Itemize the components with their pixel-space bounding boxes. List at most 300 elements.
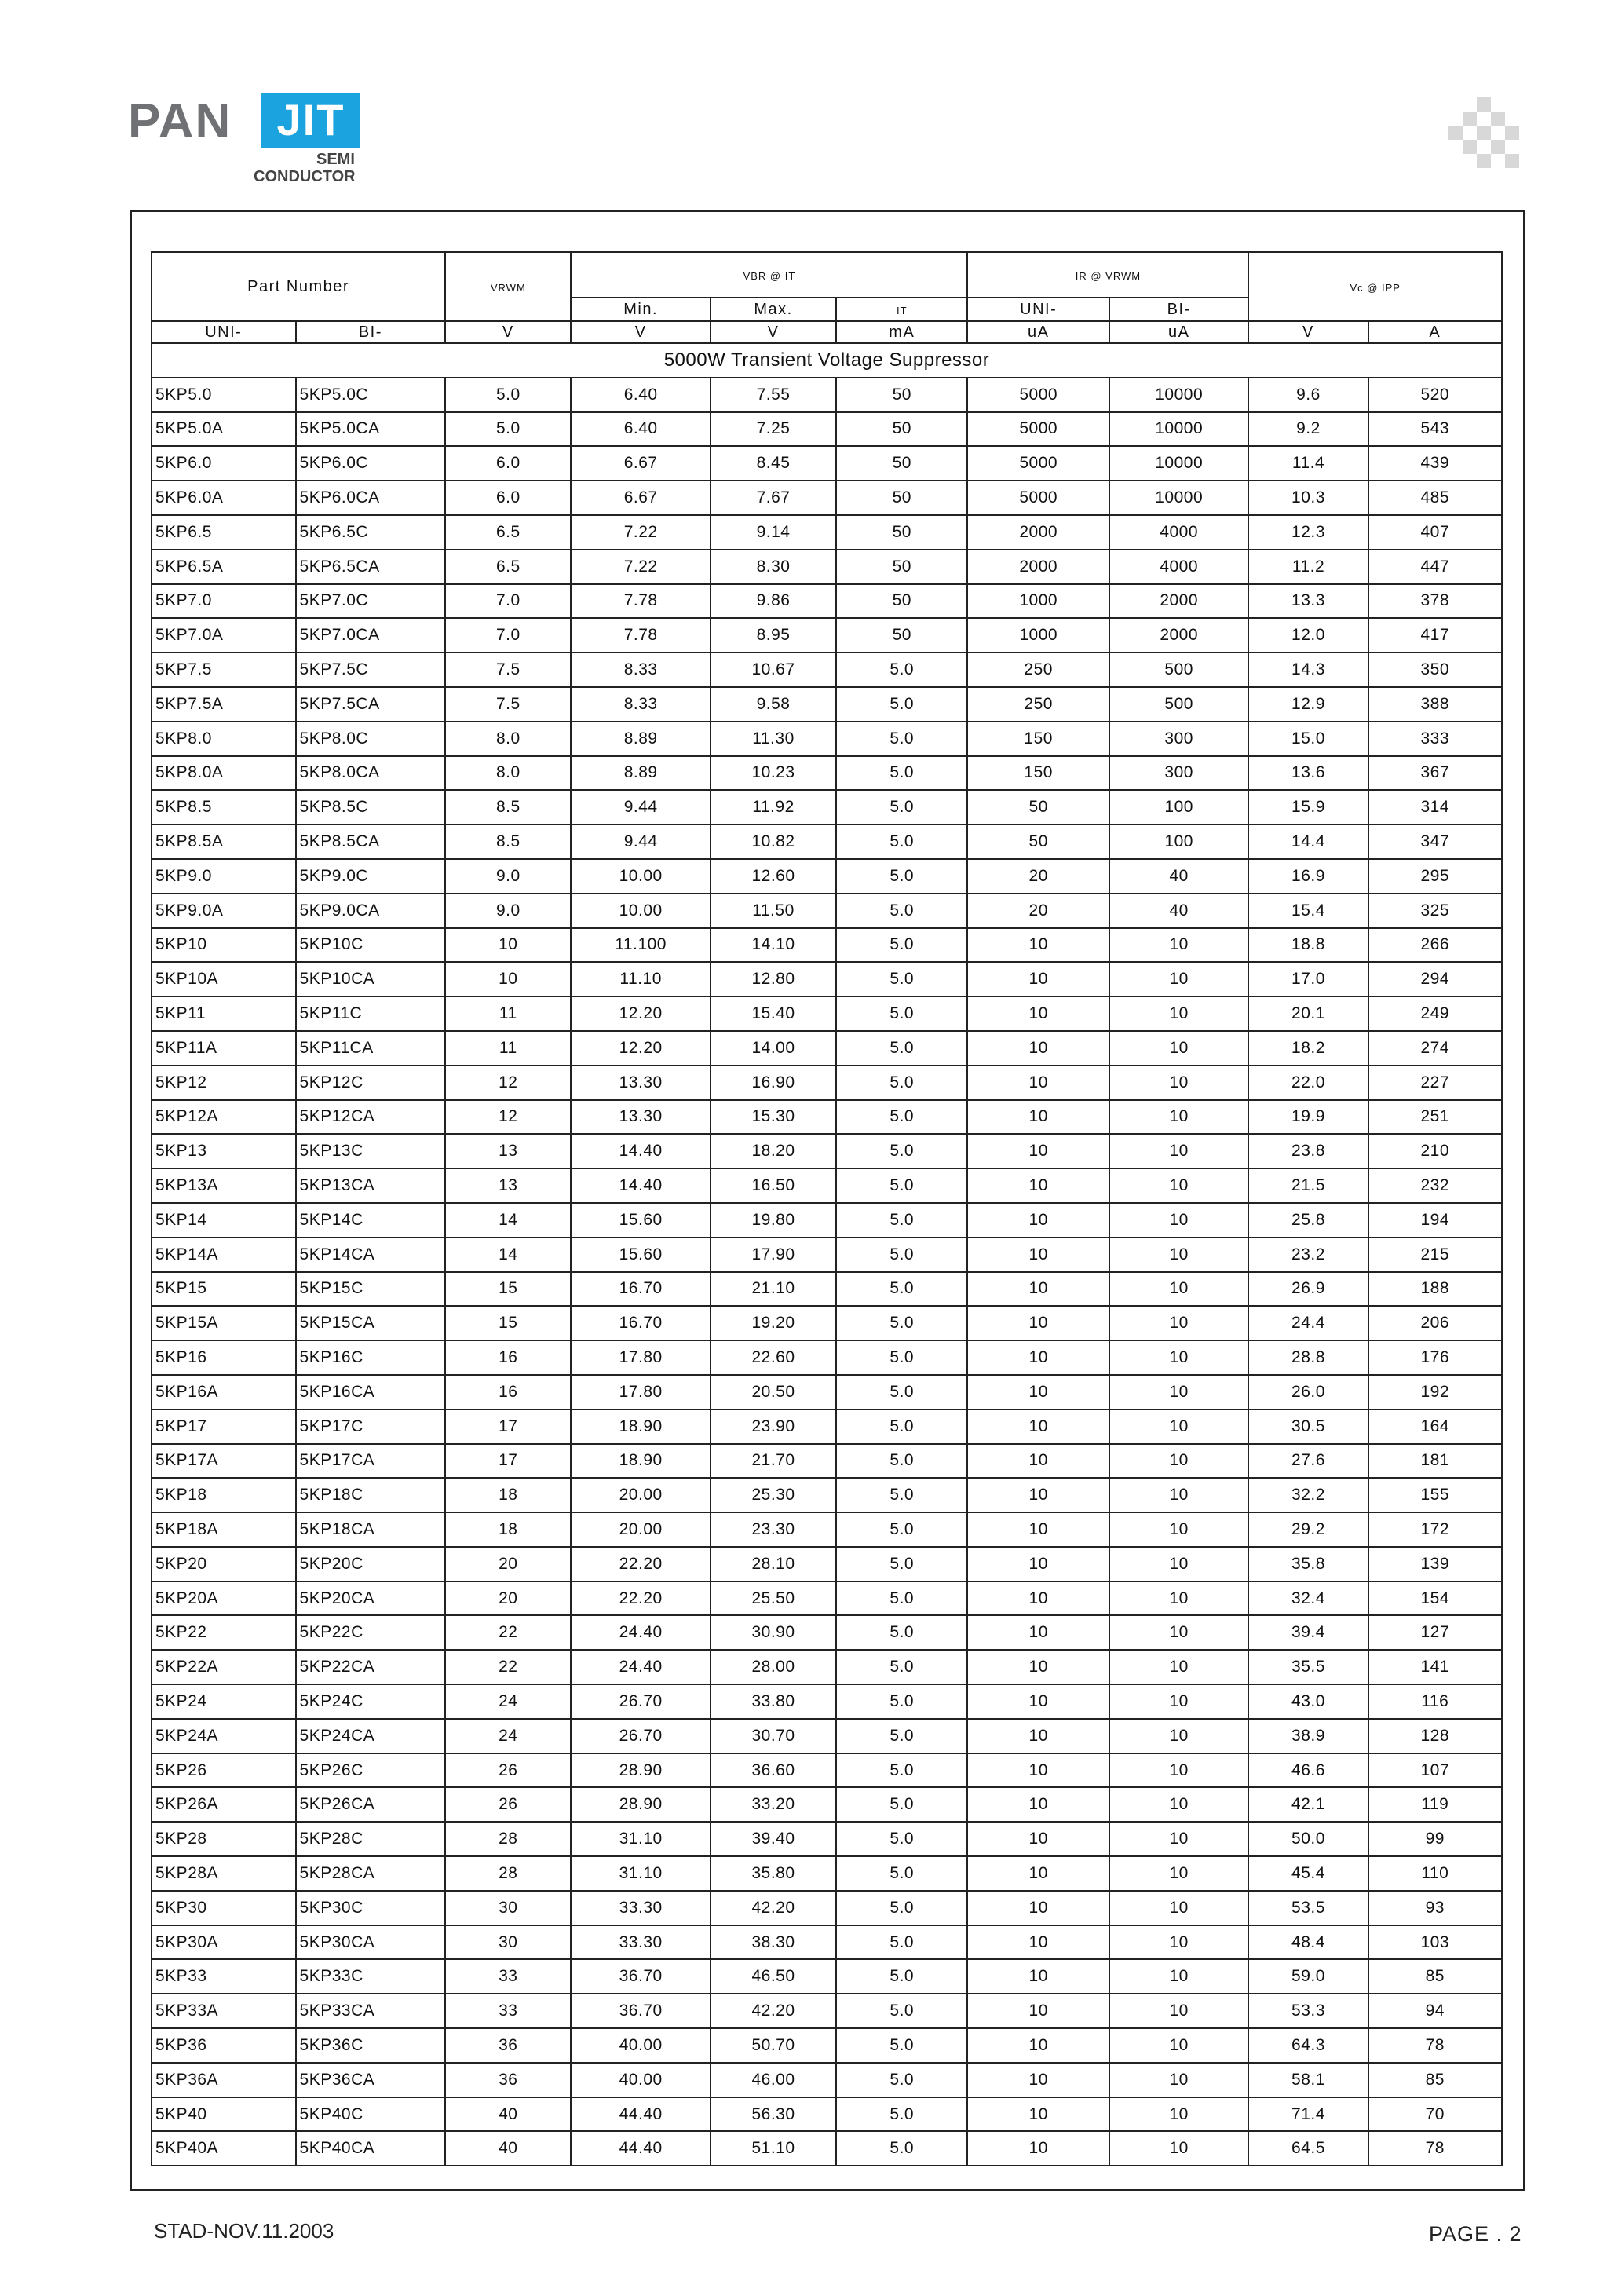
value-cell: 39.40 (711, 1822, 836, 1856)
value-cell: 347 (1368, 824, 1502, 859)
table-row (152, 1066, 1502, 1100)
value-cell: 50 (836, 618, 967, 653)
value-cell: 15.4 (1248, 894, 1368, 928)
value-cell: 15.60 (571, 1203, 710, 1238)
value-cell: 20.50 (711, 1375, 836, 1409)
bi-part-cell: 5KP22CA (296, 1650, 446, 1684)
value-cell: 7.78 (571, 618, 710, 653)
value-cell: 50 (836, 550, 967, 584)
value-cell: 14.3 (1248, 653, 1368, 687)
value-cell: 10 (1109, 1340, 1248, 1375)
value-cell: 64.3 (1248, 2028, 1368, 2063)
value-cell: 10 (967, 1856, 1109, 1891)
uni-part-cell: 5KP5.0A (152, 412, 296, 447)
value-cell: 314 (1368, 790, 1502, 824)
value-cell: 36 (445, 2028, 571, 2063)
value-cell: 10 (967, 1959, 1109, 1994)
value-cell: 232 (1368, 1168, 1502, 1203)
value-cell: 5.0 (836, 790, 967, 824)
value-cell: 5.0 (836, 2063, 967, 2097)
value-cell: 10 (967, 2063, 1109, 2097)
value-cell: 10 (1109, 1615, 1248, 1650)
value-cell: 10 (445, 928, 571, 963)
value-cell: 16.70 (571, 1306, 710, 1340)
value-cell: 10 (1109, 1203, 1248, 1238)
value-cell: 15.30 (711, 1100, 836, 1135)
value-cell: 45.4 (1248, 1856, 1368, 1891)
value-cell: 172 (1368, 1512, 1502, 1547)
value-cell: 23.30 (711, 1512, 836, 1547)
value-cell: 8.0 (445, 756, 571, 791)
value-cell: 21.70 (711, 1444, 836, 1479)
header-vbr-label: VBR @ IT (743, 269, 796, 282)
bi-part-cell: 5KP33CA (296, 1994, 446, 2028)
value-cell: 5.0 (836, 1994, 967, 2028)
value-cell: 5.0 (836, 756, 967, 791)
value-cell: 22.0 (1248, 1066, 1368, 1100)
value-cell: 14.40 (571, 1134, 710, 1168)
value-cell: 7.67 (711, 481, 836, 515)
value-cell: 30.90 (711, 1615, 836, 1650)
decorative-checker-icon (1448, 97, 1519, 168)
bi-part-cell: 5KP17C (296, 1409, 446, 1444)
value-cell: 103 (1368, 1925, 1502, 1960)
value-cell: 7.22 (571, 515, 710, 550)
value-cell: 10 (1109, 928, 1248, 963)
uni-part-cell: 5KP13 (152, 1134, 296, 1168)
value-cell: 26.0 (1248, 1375, 1368, 1409)
value-cell: 10 (1109, 1822, 1248, 1856)
value-cell: 116 (1368, 1684, 1502, 1719)
uni-part-cell: 5KP11A (152, 1031, 296, 1066)
uni-part-cell: 5KP14 (152, 1203, 296, 1238)
bi-part-cell: 5KP8.5C (296, 790, 446, 824)
table-row (152, 1787, 1502, 1822)
value-cell: 10 (967, 1719, 1109, 1753)
uni-part-cell: 5KP30A (152, 1925, 296, 1960)
uni-part-cell: 5KP8.5 (152, 790, 296, 824)
uni-part-cell: 5KP10 (152, 928, 296, 963)
value-cell: 15.40 (711, 996, 836, 1031)
value-cell: 48.4 (1248, 1925, 1368, 1960)
value-cell: 7.78 (571, 584, 710, 619)
value-cell: 150 (967, 722, 1109, 756)
value-cell: 10 (967, 1203, 1109, 1238)
value-cell: 10 (1109, 1753, 1248, 1788)
table-row (152, 446, 1502, 481)
unit-cell: V (571, 321, 710, 343)
table-row (152, 653, 1502, 687)
value-cell: 10 (1109, 1925, 1248, 1960)
bi-part-cell: 5KP14CA (296, 1238, 446, 1272)
value-cell: 33.30 (571, 1925, 710, 1960)
value-cell: 6.0 (445, 446, 571, 481)
value-cell: 10 (1109, 1306, 1248, 1340)
value-cell: 23.2 (1248, 1238, 1368, 1272)
value-cell: 7.5 (445, 653, 571, 687)
value-cell: 19.9 (1248, 1100, 1368, 1135)
table-row (152, 1925, 1502, 1960)
value-cell: 10 (967, 1753, 1109, 1788)
uni-part-cell: 5KP11 (152, 996, 296, 1031)
value-cell: 33 (445, 1994, 571, 2028)
uni-part-cell: 5KP40A (152, 2131, 296, 2166)
spec-table-body (152, 343, 1502, 2166)
value-cell: 10 (967, 1444, 1109, 1479)
bi-part-cell: 5KP6.5CA (296, 550, 446, 584)
value-cell: 5.0 (836, 653, 967, 687)
value-cell: 11.4 (1248, 446, 1368, 481)
value-cell: 50 (836, 412, 967, 447)
value-cell: 10 (967, 1100, 1109, 1135)
value-cell: 28.00 (711, 1650, 836, 1684)
value-cell: 10 (967, 1340, 1109, 1375)
value-cell: 10 (1109, 1684, 1248, 1719)
value-cell: 30 (445, 1891, 571, 1925)
value-cell: 14.10 (711, 928, 836, 963)
value-cell: 10 (1109, 1238, 1248, 1272)
value-cell: 5.0 (836, 996, 967, 1031)
table-row (152, 2028, 1502, 2063)
value-cell: 5000 (967, 378, 1109, 412)
value-cell: 5.0 (836, 2097, 967, 2132)
table-row (152, 618, 1502, 653)
value-cell: 10 (1109, 1100, 1248, 1135)
value-cell: 50.70 (711, 2028, 836, 2063)
value-cell: 11 (445, 1031, 571, 1066)
value-cell: 8.33 (571, 653, 710, 687)
value-cell: 215 (1368, 1238, 1502, 1272)
value-cell: 30.70 (711, 1719, 836, 1753)
bi-part-cell: 5KP28CA (296, 1856, 446, 1891)
value-cell: 4000 (1109, 515, 1248, 550)
value-cell: 8.5 (445, 790, 571, 824)
value-cell: 12 (445, 1100, 571, 1135)
value-cell: 18.90 (571, 1444, 710, 1479)
value-cell: 46.50 (711, 1959, 836, 1994)
value-cell: 5000 (967, 481, 1109, 515)
value-cell: 50 (836, 378, 967, 412)
value-cell: 10 (1109, 1719, 1248, 1753)
value-cell: 15.9 (1248, 790, 1368, 824)
uni-part-cell: 5KP36A (152, 2063, 296, 2097)
value-cell: 17.0 (1248, 962, 1368, 996)
value-cell: 9.44 (571, 824, 710, 859)
uni-part-cell: 5KP8.5A (152, 824, 296, 859)
table-row (152, 824, 1502, 859)
value-cell: 18.90 (571, 1409, 710, 1444)
table-row (152, 2063, 1502, 2097)
uni-part-cell: 5KP26A (152, 1787, 296, 1822)
value-cell: 128 (1368, 1719, 1502, 1753)
value-cell: 16 (445, 1340, 571, 1375)
bi-part-cell: 5KP26CA (296, 1787, 446, 1822)
uni-part-cell: 5KP5.0 (152, 378, 296, 412)
value-cell: 10 (1109, 2131, 1248, 2166)
logo-jit-text: JIT (261, 93, 360, 148)
value-cell: 6.5 (445, 515, 571, 550)
value-cell: 5.0 (836, 824, 967, 859)
value-cell: 8.95 (711, 618, 836, 653)
panjit-logo (128, 93, 363, 187)
uni-part-cell: 5KP6.5 (152, 515, 296, 550)
value-cell: 50 (967, 790, 1109, 824)
value-cell: 9.0 (445, 859, 571, 894)
value-cell: 9.6 (1248, 378, 1368, 412)
table-row (152, 1650, 1502, 1684)
value-cell: 78 (1368, 2131, 1502, 2166)
value-cell: 10 (967, 1306, 1109, 1340)
value-cell: 26.70 (571, 1684, 710, 1719)
value-cell: 110 (1368, 1856, 1502, 1891)
value-cell: 25.8 (1248, 1203, 1368, 1238)
value-cell: 10 (967, 1168, 1109, 1203)
bi-part-cell: 5KP16C (296, 1340, 446, 1375)
value-cell: 31.10 (571, 1856, 710, 1891)
value-cell: 40 (1109, 859, 1248, 894)
header-vc-label: Vc @ IPP (1350, 281, 1401, 294)
value-cell: 417 (1368, 618, 1502, 653)
table-row (152, 1168, 1502, 1203)
bi-part-cell: 5KP8.0C (296, 722, 446, 756)
uni-part-cell: 5KP8.0A (152, 756, 296, 791)
value-cell: 50 (967, 824, 1109, 859)
uni-part-cell: 5KP6.5A (152, 550, 296, 584)
uni-part-cell: 5KP12A (152, 1100, 296, 1135)
page-number: PAGE . 2 (1429, 2222, 1522, 2246)
value-cell: 14.40 (571, 1168, 710, 1203)
value-cell: 500 (1109, 687, 1248, 722)
table-row (152, 1134, 1502, 1168)
value-cell: 8.0 (445, 722, 571, 756)
value-cell: 59.0 (1248, 1959, 1368, 1994)
value-cell: 10 (1109, 1134, 1248, 1168)
table-row (152, 1856, 1502, 1891)
table-row (152, 378, 1502, 412)
value-cell: 12.20 (571, 996, 710, 1031)
value-cell: 14.00 (711, 1031, 836, 1066)
value-cell: 13.30 (571, 1066, 710, 1100)
value-cell: 7.22 (571, 550, 710, 584)
table-row (152, 1478, 1502, 1512)
value-cell: 10 (967, 1478, 1109, 1512)
value-cell: 28 (445, 1822, 571, 1856)
table-row (152, 1581, 1502, 1616)
value-cell: 26 (445, 1787, 571, 1822)
bi-part-cell: 5KP26C (296, 1753, 446, 1788)
value-cell: 9.14 (711, 515, 836, 550)
value-cell: 10 (1109, 1168, 1248, 1203)
value-cell: 5.0 (836, 1444, 967, 1479)
header-vbr (571, 252, 967, 298)
value-cell: 388 (1368, 687, 1502, 722)
value-cell: 11 (445, 996, 571, 1031)
uni-part-cell: 5KP7.0A (152, 618, 296, 653)
value-cell: 10 (967, 1822, 1109, 1856)
table-row (152, 1547, 1502, 1581)
value-cell: 6.40 (571, 378, 710, 412)
value-cell: 13 (445, 1134, 571, 1168)
value-cell: 28.8 (1248, 1340, 1368, 1375)
value-cell: 164 (1368, 1409, 1502, 1444)
value-cell: 42.20 (711, 1891, 836, 1925)
value-cell: 20 (967, 894, 1109, 928)
value-cell: 206 (1368, 1306, 1502, 1340)
bi-part-cell: 5KP20CA (296, 1581, 446, 1616)
table-row (152, 1031, 1502, 1066)
uni-part-cell: 5KP20A (152, 1581, 296, 1616)
value-cell: 333 (1368, 722, 1502, 756)
value-cell: 12 (445, 1066, 571, 1100)
value-cell: 42.1 (1248, 1787, 1368, 1822)
table-row (152, 722, 1502, 756)
value-cell: 5.0 (445, 412, 571, 447)
value-cell: 23.90 (711, 1409, 836, 1444)
value-cell: 447 (1368, 550, 1502, 584)
value-cell: 20 (445, 1547, 571, 1581)
value-cell: 28.90 (571, 1787, 710, 1822)
header-vrwm (445, 252, 571, 321)
uni-part-cell: 5KP9.0 (152, 859, 296, 894)
value-cell: 5.0 (836, 894, 967, 928)
value-cell: 4000 (1109, 550, 1248, 584)
bi-part-cell: 5KP7.5C (296, 653, 446, 687)
header-max: Max. (711, 298, 836, 321)
value-cell: 9.86 (711, 584, 836, 619)
value-cell: 2000 (967, 550, 1109, 584)
uni-part-cell: 5KP10A (152, 962, 296, 996)
value-cell: 13.6 (1248, 756, 1368, 791)
value-cell: 11.92 (711, 790, 836, 824)
value-cell: 9.0 (445, 894, 571, 928)
table-row (152, 1238, 1502, 1272)
value-cell: 141 (1368, 1650, 1502, 1684)
value-cell: 24 (445, 1684, 571, 1719)
table-row (152, 584, 1502, 619)
value-cell: 5.0 (836, 2028, 967, 2063)
table-row (152, 481, 1502, 515)
bi-part-cell: 5KP40C (296, 2097, 446, 2132)
value-cell: 29.2 (1248, 1512, 1368, 1547)
value-cell: 40.00 (571, 2028, 710, 2063)
bi-part-cell: 5KP9.0CA (296, 894, 446, 928)
value-cell: 5.0 (836, 1306, 967, 1340)
value-cell: 39.4 (1248, 1615, 1368, 1650)
value-cell: 5.0 (836, 1340, 967, 1375)
section-row (152, 343, 1502, 378)
value-cell: 5.0 (836, 1547, 967, 1581)
value-cell: 16.50 (711, 1168, 836, 1203)
uni-part-cell: 5KP18A (152, 1512, 296, 1547)
value-cell: 407 (1368, 515, 1502, 550)
bi-part-cell: 5KP16CA (296, 1375, 446, 1409)
value-cell: 38.30 (711, 1925, 836, 1960)
value-cell: 2000 (967, 515, 1109, 550)
value-cell: 50 (836, 481, 967, 515)
bi-part-cell: 5KP33C (296, 1959, 446, 1994)
spec-table (151, 251, 1503, 2166)
value-cell: 10 (967, 996, 1109, 1031)
value-cell: 10 (967, 1134, 1109, 1168)
value-cell: 300 (1109, 722, 1248, 756)
value-cell: 10 (967, 928, 1109, 963)
value-cell: 26 (445, 1753, 571, 1788)
value-cell: 8.89 (571, 756, 710, 791)
value-cell: 22.20 (571, 1547, 710, 1581)
bi-part-cell: 5KP6.0C (296, 446, 446, 481)
bi-part-cell: 5KP8.0CA (296, 756, 446, 791)
value-cell: 5.0 (836, 1891, 967, 1925)
value-cell: 26.70 (571, 1719, 710, 1753)
value-cell: 5000 (967, 446, 1109, 481)
value-cell: 93 (1368, 1891, 1502, 1925)
value-cell: 10 (1109, 2063, 1248, 2097)
bi-part-cell: 5KP11CA (296, 1031, 446, 1066)
value-cell: 78 (1368, 2028, 1502, 2063)
value-cell: 6.5 (445, 550, 571, 584)
value-cell: 32.4 (1248, 1581, 1368, 1616)
value-cell: 13.3 (1248, 584, 1368, 619)
value-cell: 10000 (1109, 446, 1248, 481)
value-cell: 5.0 (445, 378, 571, 412)
bi-part-cell: 5KP15C (296, 1272, 446, 1307)
uni-part-cell: 5KP16 (152, 1340, 296, 1375)
table-row (152, 1306, 1502, 1340)
value-cell: 6.0 (445, 481, 571, 515)
value-cell: 2000 (1109, 584, 1248, 619)
value-cell: 10 (1109, 1478, 1248, 1512)
unit-cell: V (1248, 321, 1368, 343)
value-cell: 22 (445, 1615, 571, 1650)
value-cell: 24.40 (571, 1615, 710, 1650)
value-cell: 194 (1368, 1203, 1502, 1238)
header-min: Min. (571, 298, 710, 321)
value-cell: 5.0 (836, 1787, 967, 1822)
value-cell: 16 (445, 1375, 571, 1409)
value-cell: 23.8 (1248, 1134, 1368, 1168)
value-cell: 25.50 (711, 1581, 836, 1616)
value-cell: 10 (967, 1547, 1109, 1581)
value-cell: 6.67 (571, 446, 710, 481)
value-cell: 14 (445, 1238, 571, 1272)
table-row (152, 1615, 1502, 1650)
value-cell: 8.89 (571, 722, 710, 756)
value-cell: 11.100 (571, 928, 710, 963)
bi-part-cell: 5KP8.5CA (296, 824, 446, 859)
value-cell: 17.80 (571, 1340, 710, 1375)
uni-part-cell: 5KP17A (152, 1444, 296, 1479)
value-cell: 18.8 (1248, 928, 1368, 963)
uni-part-cell: 5KP24 (152, 1684, 296, 1719)
bi-part-cell: 5KP12CA (296, 1100, 446, 1135)
bi-part-cell: 5KP9.0C (296, 859, 446, 894)
header-bi: BI- (1109, 298, 1248, 321)
value-cell: 12.80 (711, 962, 836, 996)
table-row (152, 2097, 1502, 2132)
value-cell: 33 (445, 1959, 571, 1994)
value-cell: 251 (1368, 1100, 1502, 1135)
uni-part-cell: 5KP6.0A (152, 481, 296, 515)
value-cell: 21.10 (711, 1272, 836, 1307)
value-cell: 10 (1109, 1856, 1248, 1891)
value-cell: 15.0 (1248, 722, 1368, 756)
bi-part-cell: 5KP30C (296, 1891, 446, 1925)
value-cell: 18.2 (1248, 1031, 1368, 1066)
value-cell: 10 (967, 1650, 1109, 1684)
value-cell: 13 (445, 1168, 571, 1203)
value-cell: 5.0 (836, 1719, 967, 1753)
value-cell: 5000 (967, 412, 1109, 447)
